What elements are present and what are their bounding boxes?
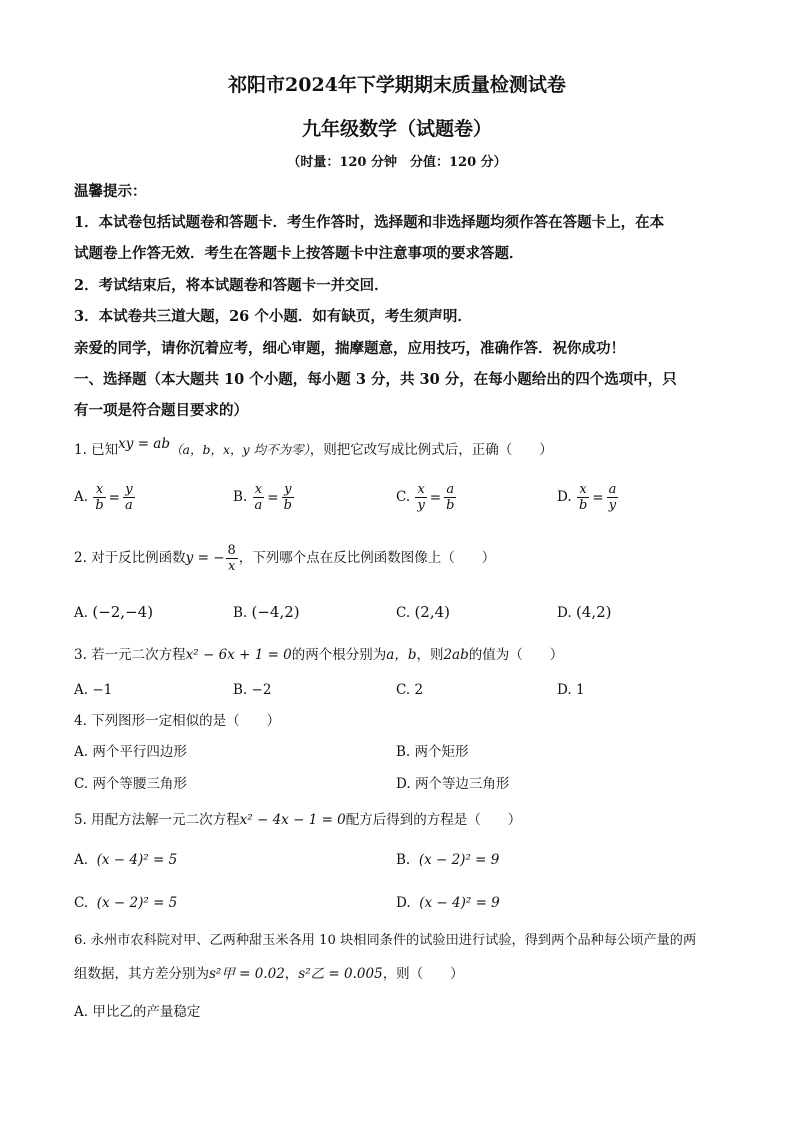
q5-option-b-value: (x − 2)² = 9	[418, 852, 500, 868]
q2-option-b-label: B.	[233, 605, 248, 621]
q5-text-a: 5. 用配方法解一元二次方程	[74, 812, 240, 828]
q1-d-den2: y	[608, 498, 617, 513]
q5-option-d[interactable]	[396, 893, 500, 913]
question-6-line-1: 6. 永州市农科院对甲、乙两种甜玉米各用 10 块相同条件的试验田进行试验，得到两个品种每公顷产量的两	[74, 933, 697, 948]
q2-option-c-label: C.	[396, 605, 411, 621]
q3-option-d-value: 1	[575, 682, 585, 698]
q4-option-a-value: 两个平行四边形	[92, 744, 187, 760]
question-3	[74, 645, 563, 665]
hint-line-2: 2．考试结束后，将本试题卷和答题卡一并交回．	[74, 277, 389, 294]
q4-option-b-label: B.	[396, 744, 411, 760]
section-heading-line-1: 一、选择题（本大题共 10 个小题，每小题 3 分，共 30 分，在每小题给出的四个选项中，只	[74, 371, 677, 388]
q2-func-num: 8	[227, 543, 236, 558]
q1-prefix: 1. 已知	[74, 442, 119, 458]
q3-option-b-value: −2	[251, 682, 272, 698]
q1-b-num2: y	[282, 482, 294, 498]
question-5	[74, 810, 521, 830]
q1-option-b-label: B.	[233, 489, 248, 505]
q1-b-den1: a	[254, 498, 263, 513]
question-4: 4. 下列图形一定相似的是（ ）	[74, 713, 281, 729]
q2-prefix: 2. 对于反比例函数	[74, 550, 186, 566]
q3-text-b: 的两个根分别为	[291, 647, 387, 663]
q3-text-a: 3. 若一元二次方程	[74, 647, 186, 663]
q2-option-a-label: A.	[74, 605, 89, 621]
q1-option-a-label: A.	[74, 489, 89, 505]
section-heading-line-2: 有一项是符合题目要求的）	[74, 402, 248, 419]
exam-subtitle: 九年级数学（试题卷）	[301, 118, 492, 140]
q3-option-c-label: C.	[396, 682, 411, 698]
q4-option-c-label: C.	[74, 776, 89, 792]
q1-formula: xy = ab	[118, 436, 170, 452]
q5-option-b[interactable]	[396, 850, 499, 870]
q5-option-b-label: B.	[396, 852, 411, 868]
q2-option-a-value: (−2,−4)	[92, 603, 154, 621]
hint-heading: 温馨提示：	[74, 183, 147, 200]
q1-option-c-label: C.	[396, 489, 411, 505]
q1-c-den2: b	[446, 498, 455, 513]
q6-text-b: ，则（ ）	[382, 966, 464, 982]
q4-option-a-label: A.	[74, 744, 89, 760]
q1-a-num2: y	[123, 482, 135, 498]
q1-d-num1: x	[577, 482, 589, 498]
hint-line-1b: 试题卷上作答无效．考生在答题卡上按答题卡中注意事项的要求答题．	[74, 245, 524, 262]
q5-text-b: 配方后得到的方程是（ ）	[345, 812, 522, 828]
q2-option-b-value: (−4,2)	[251, 603, 300, 621]
q6-option-a[interactable]: A. 甲比乙的产量稳定	[74, 1004, 201, 1020]
q1-b-num1: x	[253, 482, 265, 498]
q3-equation: x² − 6x + 1 = 0	[185, 647, 292, 663]
q2-func-den: x	[227, 559, 236, 574]
q5-option-d-value: (x − 4)² = 9	[419, 895, 500, 911]
exam-title: 祁阳市2024年下学期期末质量检测试卷	[228, 74, 566, 96]
q3-option-a-label: A.	[74, 682, 89, 698]
q1-option-b[interactable]: B. $\frac{x}{a}$ = $\frac{y}{b}$	[233, 482, 292, 513]
q1-c-num2: a	[444, 482, 456, 498]
q3-option-b-label: B.	[233, 682, 248, 698]
q4-option-d-value: 两个等边三角形	[414, 776, 510, 792]
q5-option-c-label: C.	[74, 895, 89, 911]
q3-option-c-value: 2	[414, 682, 424, 698]
q1-d-num2: a	[608, 482, 617, 497]
q1-suffix: ，则把它改写成比例式后，正确（ ）	[309, 442, 553, 458]
question-2	[74, 543, 495, 574]
q2-option-d[interactable]	[557, 602, 612, 623]
q3-text-d: 的值为（ ）	[468, 647, 564, 663]
q5-option-d-label: D.	[396, 895, 411, 911]
q5-equation: x² − 4x − 1 = 0	[239, 812, 346, 828]
q1-a-num1: x	[93, 482, 105, 498]
q1-a-den1: b	[95, 498, 104, 513]
q1-option-c[interactable]: C. $\frac{x}{y}$ = $\frac{a}{b}$	[396, 482, 455, 513]
q3-option-c[interactable]	[396, 680, 423, 700]
q3-option-a[interactable]	[74, 680, 112, 700]
q1-d-den1: b	[578, 498, 588, 513]
q5-option-c[interactable]	[74, 893, 177, 913]
q4-option-c-value: 两个等腰三角形	[92, 776, 187, 792]
q5-option-a[interactable]	[74, 850, 177, 870]
q2-option-a[interactable]	[74, 602, 153, 623]
question-6-line-2	[74, 964, 464, 984]
q1-a-den2: a	[124, 498, 133, 513]
q3-option-b[interactable]	[233, 680, 271, 700]
q1-b-den2: b	[283, 498, 292, 513]
question-1	[74, 436, 553, 460]
q4-option-b-value: 两个矩形	[414, 744, 469, 760]
hint-line-1a: 1．本试卷包括试题卷和答题卡．考生作答时，选择题和非选择题均须作答在答题卡上，在本	[74, 214, 665, 231]
hint-line-4: 亲爱的同学，请你沉着应考，细心审题，揣摩题意，应用技巧，准确作答．祝你成功！	[74, 340, 625, 357]
q3-option-d-label: D.	[557, 682, 572, 698]
q2-option-d-label: D.	[557, 605, 572, 621]
q3-option-a-value: −1	[92, 682, 113, 698]
q2-suffix: ，下列哪个点在反比例函数图像上（ ）	[238, 550, 496, 566]
q4-option-b[interactable]	[396, 742, 469, 762]
q1-vars: （a，b，x，y 均不为零）	[170, 442, 310, 457]
q4-option-c[interactable]	[74, 774, 187, 794]
q1-c-den1: y	[417, 498, 425, 513]
q6-separator: ，	[284, 966, 299, 982]
q2-option-c-value: (2,4)	[414, 603, 450, 621]
q3-vars: a，b	[386, 647, 417, 663]
q1-option-d[interactable]: D. $\frac{x}{b}$ = $\frac{a}{y}$	[557, 482, 617, 513]
q1-option-a[interactable]: A. $\frac{x}{b}$ = $\frac{y}{a}$	[74, 482, 133, 513]
q2-func-lhs: y = −	[185, 550, 225, 566]
exam-meta: （时量：120 分钟 分值：120 分）	[287, 155, 507, 170]
q6-text-a: 组数据，其方差分别为	[74, 966, 209, 982]
q2-option-c[interactable]	[396, 602, 450, 623]
q4-option-d[interactable]	[396, 774, 509, 794]
q5-option-a-label: A.	[74, 852, 89, 868]
q2-option-d-value: (4,2)	[575, 603, 612, 621]
q3-expr: 2ab	[443, 647, 469, 663]
hint-line-3: 3．本试卷共三道大题，26 个小题．如有缺页，考生须声明．	[74, 308, 472, 325]
q1-c-num1: x	[415, 482, 426, 498]
q3-option-d[interactable]	[557, 680, 585, 700]
q5-option-c-value: (x − 2)² = 5	[96, 895, 178, 911]
q1-option-d-label: D.	[557, 489, 572, 505]
q2-option-b[interactable]	[233, 602, 300, 623]
q6-variance-jia: s²甲 = 0.02	[209, 966, 285, 982]
q3-text-c: ，则	[416, 647, 444, 663]
q4-option-a[interactable]	[74, 742, 187, 762]
q6-variance-yi: s²乙 = 0.005	[298, 966, 383, 982]
q4-option-d-label: D.	[396, 776, 411, 792]
q5-option-a-value: (x − 4)² = 5	[96, 852, 178, 868]
